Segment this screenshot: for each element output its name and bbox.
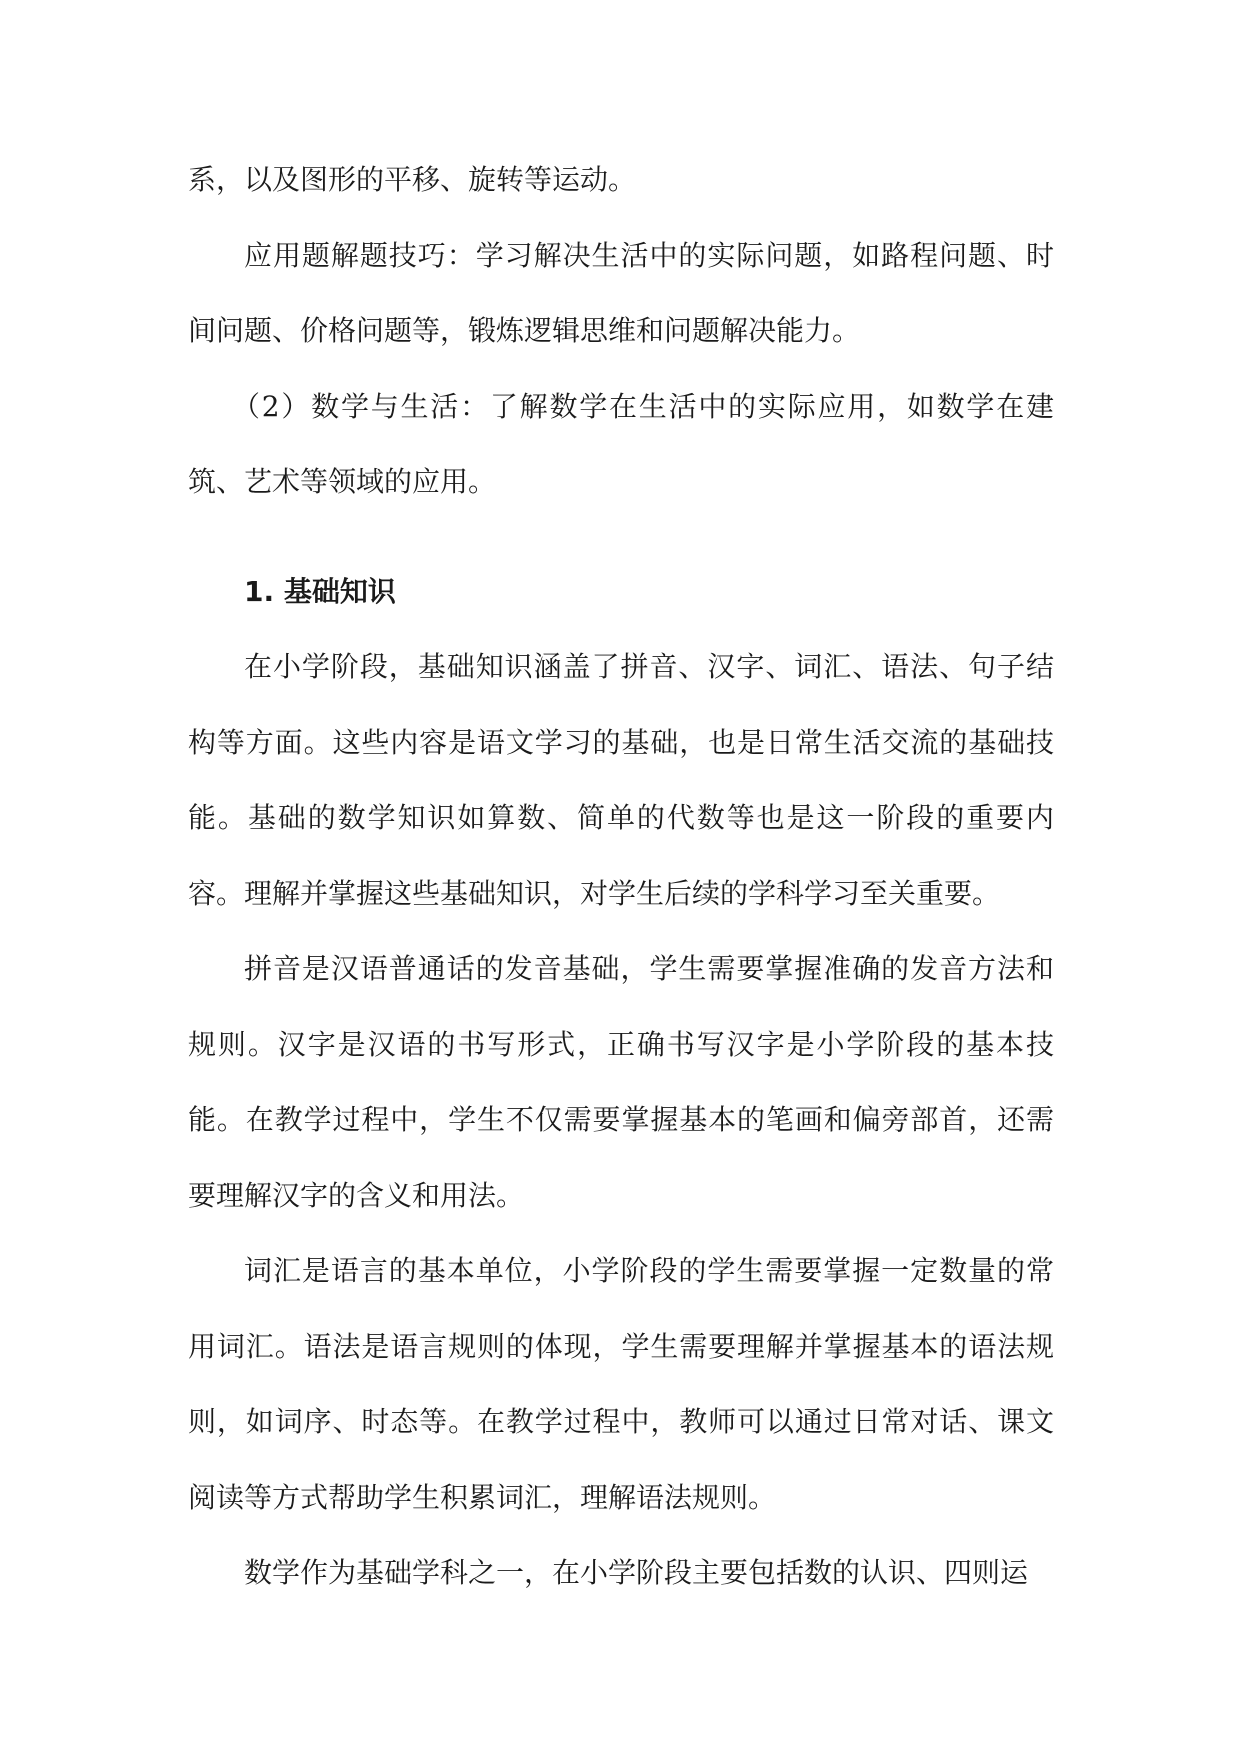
paragraph-continuation: 系，以及图形的平移、旋转等运动。 bbox=[188, 163, 637, 196]
paragraph-basic-knowledge: 在小学阶段，基础知识涵盖了拼音、汉字、词汇、语法、句子结构等方面。这些内容是语文学习的基础，也是日常生活交流的基础技能。基础的数学知识如算数、简单的代数等也是这一阶段的重要内容。理解并掌握这些基础知识，对学生后续的学科学习至关重要。 bbox=[188, 650, 1054, 910]
paragraph-vocabulary-grammar: 词汇是语言的基本单位，小学阶段的学生需要掌握一定数量的常用词汇。语法是语言规则的体现，学生需要理解并掌握基本的语法规则，如词序、时态等。在教学过程中，教师可以通过日常对话、课文阅读等方式帮助学生积累词汇，理解语法规则。 bbox=[188, 1254, 1054, 1514]
section-heading: 1. 基础知识 bbox=[244, 574, 396, 608]
paragraph-math-and-life: （2）数学与生活：了解数学在生活中的实际应用，如数学在建筑、艺术等领域的应用。 bbox=[188, 389, 1054, 498]
paragraph-application-skills: 应用题解题技巧：学习解决生活中的实际问题，如路程问题、时间问题、价格问题等，锻炼逻辑思维和问题解决能力。 bbox=[188, 238, 1054, 347]
paragraph-mathematics: 数学作为基础学科之一，在小学阶段主要包括数的认识、四则运 bbox=[244, 1556, 1029, 1589]
paragraph-pinyin-hanzi: 拼音是汉语普通话的发音基础，学生需要掌握准确的发音方法和规则。汉字是汉语的书写形式，正确书写汉字是小学阶段的基本技能。在教学过程中，学生不仅需要掌握基本的笔画和偏旁部首，还需要理解汉字的含义和用法。 bbox=[188, 952, 1054, 1212]
document-body bbox=[188, 142, 1054, 1611]
